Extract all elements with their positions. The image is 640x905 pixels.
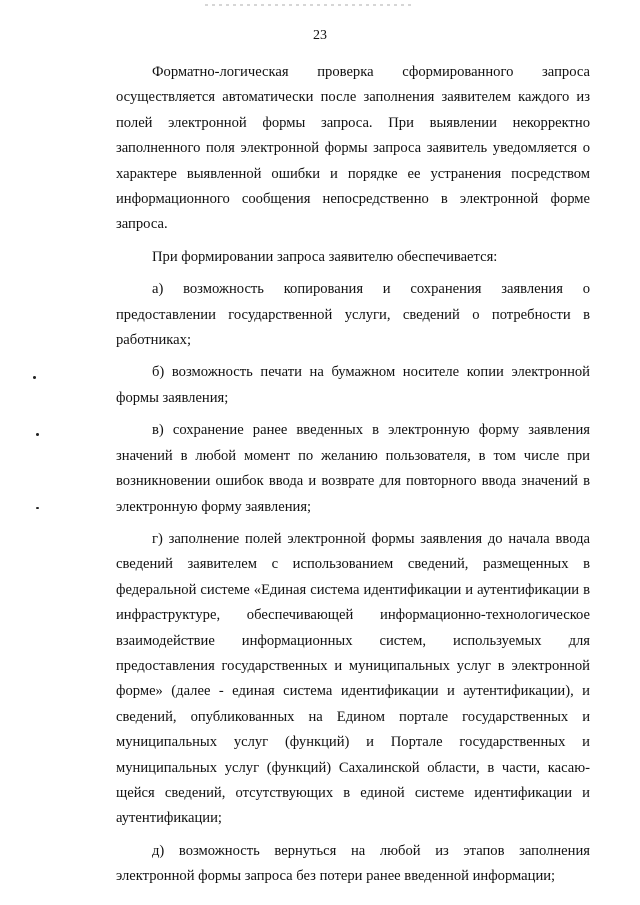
list-item-g: г) заполнение полей электронной формы заявления до начала ввода сведений заявителем с использованием сведений, размещенных в федеральной системе «Единая система идентификации и аутентификации в инфраструктуре, обеспечивающей информационно-технологическое взаимодействие информационных систем, используемых для предоставления государственных и муниципальных услуг в электронной форме» (далее - единая система идентификации и аутентификации), и сведений, опубликованных на Едином портале государственных и муниципальных услуг (функций) и Портале государственных и муниципальных услуг (функций) Сахалинской области, в части, касающейся сведений, отсутствующих в единой системе идентификации и аутентификации; xyxy=(116,530,590,827)
list-item-a: а) возможность копирования и сохранения заявления о предоставлении государственной услуги, сведений о потребности в работниках; xyxy=(116,281,590,349)
scan-speck xyxy=(33,376,36,379)
page-number: 23 xyxy=(313,28,327,43)
paragraph-format-check: Форматно-логическая проверка сформированного запроса осуществляется автоматически после заполнения заявителем каждого из полей электронной формы запроса. При выявлении некорректно заполненного поля электронной формы запроса заявитель уведомляется о характере выявленной ошибки и порядке ее устранения посредством информационного сообщения непосредственно в электронной форме запроса. xyxy=(116,64,590,233)
document-body xyxy=(116,60,590,890)
scan-artifact xyxy=(205,4,415,6)
list-item-d: д) возможность вернуться на любой из этапов заполнения электронной формы запроса без потери ранее введенной информации; xyxy=(116,842,590,885)
list-item-b: б) возможность печати на бумажном носителе копии электронной формы заявления; xyxy=(116,364,590,406)
scan-speck xyxy=(36,433,39,436)
list-item-v: в) сохранение ранее введенных в электронную форму заявления значений в любой момент по желанию пользователя, в том числе при возникновении ошибок ввода и возврате для повторного ввода значений в электронную форму заявления; xyxy=(116,422,590,515)
paragraph-request-provisions-intro: При формировании запроса заявителю обеспечивается: xyxy=(152,248,498,265)
scan-speck xyxy=(36,507,39,509)
